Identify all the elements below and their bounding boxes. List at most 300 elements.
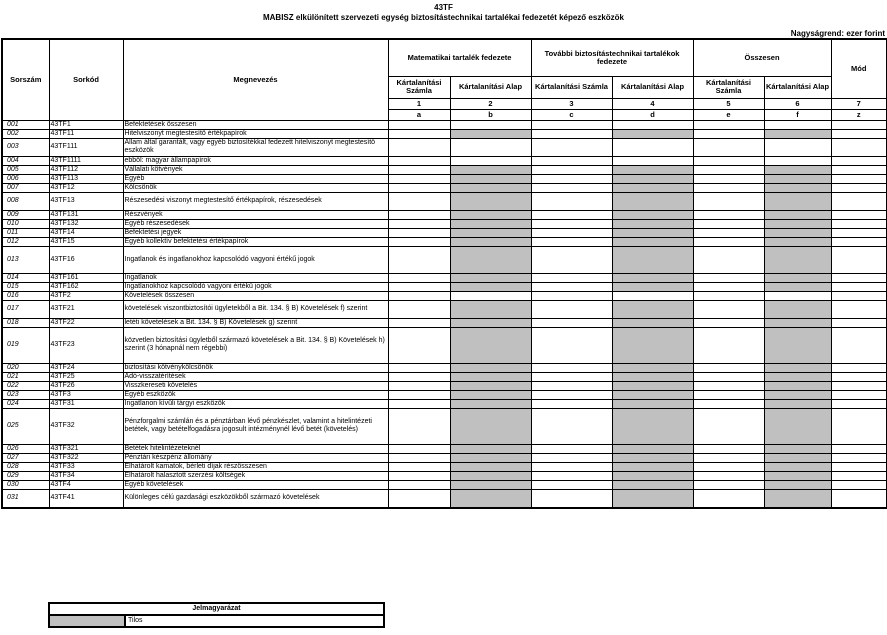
forbidden-cell [450, 381, 531, 390]
table-row [2, 471, 887, 480]
mod-cell[interactable] [831, 489, 887, 508]
value-cell[interactable] [531, 192, 612, 210]
mod-cell[interactable] [831, 453, 887, 462]
col-num-3: 3 [531, 98, 612, 109]
value-cell[interactable] [693, 399, 764, 408]
value-cell[interactable] [531, 300, 612, 318]
row-code: 43TF34 [49, 471, 123, 480]
mod-cell[interactable] [831, 246, 887, 273]
forbidden-cell [764, 192, 831, 210]
value-cell[interactable] [388, 120, 450, 129]
forbidden-cell [764, 183, 831, 192]
table-row [2, 210, 887, 219]
forbidden-cell [764, 390, 831, 399]
row-name: Elhatárolt kamatok, bérleti díjak részösszesen [123, 462, 388, 471]
forbidden-cell [764, 237, 831, 246]
value-cell[interactable] [693, 471, 764, 480]
forbidden-cell [450, 219, 531, 228]
value-cell[interactable] [388, 183, 450, 192]
table-row [2, 138, 887, 156]
value-cell[interactable] [693, 327, 764, 363]
mod-cell[interactable] [831, 408, 887, 444]
forbidden-cell [764, 489, 831, 508]
row-code: 43TF24 [49, 363, 123, 372]
table-row [2, 174, 887, 183]
mod-cell[interactable] [831, 372, 887, 381]
value-cell[interactable] [531, 246, 612, 273]
value-cell[interactable] [531, 291, 612, 300]
value-cell[interactable] [388, 174, 450, 183]
row-name: Visszkereseti követelés [123, 381, 388, 390]
value-cell[interactable] [388, 318, 450, 327]
col-sub-5: Kártalanítási Számla [693, 76, 764, 98]
table-row [2, 273, 887, 282]
table-row [2, 156, 887, 165]
forbidden-cell [612, 228, 693, 237]
row-code: 43TF23 [49, 327, 123, 363]
row-code: 43TF1 [49, 120, 123, 129]
row-number: 022 [2, 381, 49, 390]
value-cell[interactable] [388, 300, 450, 318]
forbidden-cell [764, 462, 831, 471]
table-row [2, 192, 887, 210]
value-cell[interactable] [693, 444, 764, 453]
value-cell[interactable] [693, 381, 764, 390]
value-cell[interactable] [764, 138, 831, 156]
row-code: 43TF11 [49, 129, 123, 138]
forbidden-cell [450, 480, 531, 489]
row-name: Ingatlanon kívüli tárgyi eszközök [123, 399, 388, 408]
forbidden-cell [764, 282, 831, 291]
forbidden-cell [450, 471, 531, 480]
value-cell[interactable] [388, 372, 450, 381]
mod-cell[interactable] [831, 273, 887, 282]
col-mod: Mód [831, 39, 887, 98]
value-cell[interactable] [531, 138, 612, 156]
row-code: 43TF111 [49, 138, 123, 156]
value-cell[interactable] [388, 291, 450, 300]
value-cell[interactable] [388, 138, 450, 156]
value-cell[interactable] [612, 120, 693, 129]
value-cell[interactable] [693, 138, 764, 156]
value-cell[interactable] [531, 210, 612, 219]
value-cell[interactable] [764, 291, 831, 300]
col-sub-2: Kártalanítási Alap [450, 76, 531, 98]
mod-cell[interactable] [831, 174, 887, 183]
mod-cell[interactable] [831, 363, 887, 372]
value-cell[interactable] [531, 444, 612, 453]
table-row [2, 120, 887, 129]
row-code: 43TF3 [49, 390, 123, 399]
row-code: 43TF26 [49, 381, 123, 390]
value-cell[interactable] [693, 489, 764, 508]
row-name: Egyéb kollektív befektetési értékpapírok [123, 237, 388, 246]
value-cell[interactable] [450, 156, 531, 165]
value-cell[interactable] [693, 453, 764, 462]
mod-cell[interactable] [831, 462, 887, 471]
value-cell[interactable] [531, 399, 612, 408]
row-number: 021 [2, 372, 49, 381]
mod-cell[interactable] [831, 183, 887, 192]
value-cell[interactable] [388, 327, 450, 363]
forbidden-cell [764, 408, 831, 444]
value-cell[interactable] [531, 462, 612, 471]
value-cell[interactable] [388, 399, 450, 408]
forbidden-cell [450, 246, 531, 273]
table-row [2, 372, 887, 381]
value-cell[interactable] [388, 390, 450, 399]
value-cell[interactable] [388, 237, 450, 246]
value-cell[interactable] [693, 363, 764, 372]
value-cell[interactable] [388, 453, 450, 462]
value-cell[interactable] [450, 291, 531, 300]
value-cell[interactable] [531, 219, 612, 228]
row-name: Részvények [123, 210, 388, 219]
table-row [2, 453, 887, 462]
forbidden-cell [450, 453, 531, 462]
value-cell[interactable] [531, 318, 612, 327]
row-number: 008 [2, 192, 49, 210]
value-cell[interactable] [693, 210, 764, 219]
row-number: 015 [2, 282, 49, 291]
forbidden-cell [764, 318, 831, 327]
col-num-1: 1 [388, 98, 450, 109]
row-name: Hitelviszonyt megtestesítő értékpapírok [123, 129, 388, 138]
col-num-6: 6 [764, 98, 831, 109]
value-cell[interactable] [531, 471, 612, 480]
forbidden-cell [612, 480, 693, 489]
forbidden-cell [612, 273, 693, 282]
value-cell[interactable] [693, 480, 764, 489]
row-number: 023 [2, 390, 49, 399]
forbidden-cell [764, 363, 831, 372]
row-number: 029 [2, 471, 49, 480]
mod-cell[interactable] [831, 399, 887, 408]
row-name: Elhatárolt halasztott szerzési költségek [123, 471, 388, 480]
row-code: 43TF31 [49, 399, 123, 408]
row-number: 007 [2, 183, 49, 192]
row-code: 43TF131 [49, 210, 123, 219]
legend-swatch [49, 615, 125, 627]
forbidden-cell [450, 408, 531, 444]
forbidden-cell [612, 300, 693, 318]
forbidden-cell [764, 273, 831, 282]
table-row [2, 291, 887, 300]
row-code: 43TF321 [49, 444, 123, 453]
table-row [2, 363, 887, 372]
row-number: 030 [2, 480, 49, 489]
value-cell[interactable] [531, 237, 612, 246]
row-code: 43TF15 [49, 237, 123, 246]
value-cell[interactable] [388, 156, 450, 165]
mod-cell[interactable] [831, 129, 887, 138]
row-number: 010 [2, 219, 49, 228]
forbidden-cell [612, 219, 693, 228]
forbidden-cell [450, 399, 531, 408]
col-letter-z: z [831, 109, 887, 120]
forbidden-cell [612, 408, 693, 444]
forbidden-cell [612, 210, 693, 219]
forbidden-cell [612, 453, 693, 462]
row-name: közvetlen biztosítási ügyletből származó követelések a Bit. 134. § B) Követelések h) szerint (3 hónapnál nem régebbi) [123, 327, 388, 363]
table-row [2, 489, 887, 508]
forbidden-cell [764, 471, 831, 480]
mod-cell[interactable] [831, 228, 887, 237]
mod-cell[interactable] [831, 210, 887, 219]
report-title: MABISZ elkülönített szervezeti egység biztosítástechnikai tartalékai fedezetét képező eszközök [262, 13, 624, 22]
forbidden-cell [612, 381, 693, 390]
mod-cell[interactable] [831, 300, 887, 318]
value-cell[interactable] [388, 363, 450, 372]
value-cell[interactable] [531, 372, 612, 381]
value-cell[interactable] [693, 129, 764, 138]
mod-cell[interactable] [831, 444, 887, 453]
forbidden-cell [450, 192, 531, 210]
value-cell[interactable] [531, 174, 612, 183]
value-cell[interactable] [693, 390, 764, 399]
mod-cell[interactable] [831, 390, 887, 399]
forbidden-cell [450, 129, 531, 138]
mod-cell[interactable] [831, 480, 887, 489]
row-number: 011 [2, 228, 49, 237]
row-name: letéti követelések a Bit. 134. § B) Követelések g) szerint [123, 318, 388, 327]
mod-cell[interactable] [831, 318, 887, 327]
value-cell[interactable] [531, 120, 612, 129]
value-cell[interactable] [693, 174, 764, 183]
value-cell[interactable] [693, 165, 764, 174]
value-cell[interactable] [693, 228, 764, 237]
value-cell[interactable] [388, 219, 450, 228]
forbidden-cell [612, 318, 693, 327]
value-cell[interactable] [531, 453, 612, 462]
col-sub-1: Kártalanítási Számla [388, 76, 450, 98]
forbidden-cell [450, 489, 531, 508]
unit-label: Nagyságrend: ezer forint [790, 29, 885, 38]
report-code: 43TF [434, 3, 453, 12]
row-name: Különleges célú gazdasági eszközökből származó követelések [123, 489, 388, 508]
forbidden-cell [612, 174, 693, 183]
table-row [2, 219, 887, 228]
mod-cell[interactable] [831, 381, 887, 390]
table-row [2, 237, 887, 246]
value-cell[interactable] [531, 489, 612, 508]
value-cell[interactable] [693, 372, 764, 381]
value-cell[interactable] [388, 192, 450, 210]
row-number: 004 [2, 156, 49, 165]
col-letter-b: b [450, 109, 531, 120]
forbidden-cell [612, 237, 693, 246]
forbidden-cell [764, 210, 831, 219]
forbidden-cell [450, 444, 531, 453]
forbidden-cell [764, 327, 831, 363]
value-cell[interactable] [531, 228, 612, 237]
value-cell[interactable] [693, 183, 764, 192]
row-name: Kölcsönök [123, 183, 388, 192]
forbidden-cell [764, 399, 831, 408]
table-row [2, 390, 887, 399]
value-cell[interactable] [531, 282, 612, 291]
row-number: 001 [2, 120, 49, 129]
table-row [2, 462, 887, 471]
row-number: 025 [2, 408, 49, 444]
forbidden-cell [764, 381, 831, 390]
value-cell[interactable] [388, 408, 450, 444]
value-cell[interactable] [388, 444, 450, 453]
value-cell[interactable] [388, 480, 450, 489]
table-row [2, 246, 887, 273]
row-name: Ingatlanokhoz kapcsolódó vagyoni értékű jogok [123, 282, 388, 291]
data-table [1, 38, 887, 509]
value-cell[interactable] [388, 282, 450, 291]
row-number: 014 [2, 273, 49, 282]
row-number: 026 [2, 444, 49, 453]
value-cell[interactable] [388, 246, 450, 273]
mod-cell[interactable] [831, 327, 887, 363]
mod-cell[interactable] [831, 192, 887, 210]
value-cell[interactable] [388, 165, 450, 174]
value-cell[interactable] [388, 462, 450, 471]
row-code: 43TF112 [49, 165, 123, 174]
col-num-5: 5 [693, 98, 764, 109]
forbidden-cell [764, 129, 831, 138]
row-name: követelések viszontbiztosítói ügyletekből a Bit. 134. § B) Követelések f) szerint [123, 300, 388, 318]
mod-cell[interactable] [831, 282, 887, 291]
value-cell[interactable] [693, 192, 764, 210]
value-cell[interactable] [693, 120, 764, 129]
row-name: biztosítási kötvénykölcsönök [123, 363, 388, 372]
value-cell[interactable] [450, 138, 531, 156]
table-row [2, 318, 887, 327]
mod-cell[interactable] [831, 291, 887, 300]
value-cell[interactable] [388, 273, 450, 282]
table-row [2, 300, 887, 318]
col-letter-f: f [764, 109, 831, 120]
value-cell[interactable] [693, 237, 764, 246]
col-letter-c: c [531, 109, 612, 120]
value-cell[interactable] [764, 120, 831, 129]
value-cell[interactable] [531, 363, 612, 372]
table-row [2, 381, 887, 390]
value-cell[interactable] [693, 318, 764, 327]
col-num-7: 7 [831, 98, 887, 109]
row-number: 016 [2, 291, 49, 300]
table-row [2, 480, 887, 489]
value-cell[interactable] [693, 156, 764, 165]
value-cell[interactable] [693, 462, 764, 471]
row-number: 018 [2, 318, 49, 327]
col-sorkod: Sorkód [49, 39, 123, 120]
legend-title: Jelmagyarázat [49, 603, 384, 615]
row-name: Egyéb [123, 174, 388, 183]
value-cell[interactable] [388, 381, 450, 390]
value-cell[interactable] [693, 219, 764, 228]
value-cell[interactable] [531, 408, 612, 444]
value-cell[interactable] [612, 138, 693, 156]
mod-cell[interactable] [831, 156, 887, 165]
row-name: Befektetési jegyek [123, 228, 388, 237]
value-cell[interactable] [531, 183, 612, 192]
row-name: Egyéb követelések [123, 480, 388, 489]
mod-cell[interactable] [831, 471, 887, 480]
table-row [2, 444, 887, 453]
value-cell[interactable] [693, 282, 764, 291]
row-number: 002 [2, 129, 49, 138]
table-row [2, 399, 887, 408]
mod-cell[interactable] [831, 120, 887, 129]
col-letter-a: a [388, 109, 450, 120]
value-cell[interactable] [388, 489, 450, 508]
value-cell[interactable] [693, 300, 764, 318]
forbidden-cell [612, 192, 693, 210]
row-code: 43TF161 [49, 273, 123, 282]
row-name: Pénztári készpénz állomány [123, 453, 388, 462]
row-name: Ingatlanok [123, 273, 388, 282]
row-number: 012 [2, 237, 49, 246]
value-cell[interactable] [693, 291, 764, 300]
value-cell[interactable] [693, 273, 764, 282]
row-code: 43TF4 [49, 480, 123, 489]
value-cell[interactable] [612, 156, 693, 165]
row-code: 43TF32 [49, 408, 123, 444]
value-cell[interactable] [531, 156, 612, 165]
col-sub-6: Kártalanítási Alap [764, 76, 831, 98]
row-code: 43TF162 [49, 282, 123, 291]
value-cell[interactable] [531, 381, 612, 390]
value-cell[interactable] [531, 273, 612, 282]
forbidden-cell [764, 372, 831, 381]
mod-cell[interactable] [831, 138, 887, 156]
row-number: 020 [2, 363, 49, 372]
forbidden-cell [450, 300, 531, 318]
value-cell[interactable] [450, 120, 531, 129]
value-cell[interactable] [388, 210, 450, 219]
row-code: 43TF16 [49, 246, 123, 273]
mod-cell[interactable] [831, 219, 887, 228]
row-name: Befektetések összesen [123, 120, 388, 129]
forbidden-cell [450, 318, 531, 327]
mod-cell[interactable] [831, 237, 887, 246]
table-row [2, 183, 887, 192]
forbidden-cell [612, 489, 693, 508]
row-code: 43TF22 [49, 318, 123, 327]
row-code: 43TF322 [49, 453, 123, 462]
row-name: Egyéb eszközök [123, 390, 388, 399]
value-cell[interactable] [388, 129, 450, 138]
col-group-tovabbi: További biztosítástechnikai tartalékok fedezete [531, 39, 693, 76]
value-cell[interactable] [531, 390, 612, 399]
value-cell[interactable] [693, 246, 764, 273]
col-sub-3: Kártalanítási Számla [531, 76, 612, 98]
forbidden-cell [764, 480, 831, 489]
value-cell[interactable] [612, 291, 693, 300]
table-row [2, 165, 887, 174]
col-group-osszesen: Összesen [693, 39, 831, 76]
value-cell[interactable] [388, 228, 450, 237]
mod-cell[interactable] [831, 165, 887, 174]
col-letter-e: e [693, 109, 764, 120]
forbidden-cell [450, 183, 531, 192]
value-cell[interactable] [531, 165, 612, 174]
value-cell[interactable] [531, 129, 612, 138]
value-cell[interactable] [531, 480, 612, 489]
row-number: 009 [2, 210, 49, 219]
value-cell[interactable] [531, 327, 612, 363]
value-cell[interactable] [693, 408, 764, 444]
value-cell[interactable] [764, 156, 831, 165]
value-cell[interactable] [388, 471, 450, 480]
row-code: 43TF12 [49, 183, 123, 192]
row-number: 028 [2, 462, 49, 471]
